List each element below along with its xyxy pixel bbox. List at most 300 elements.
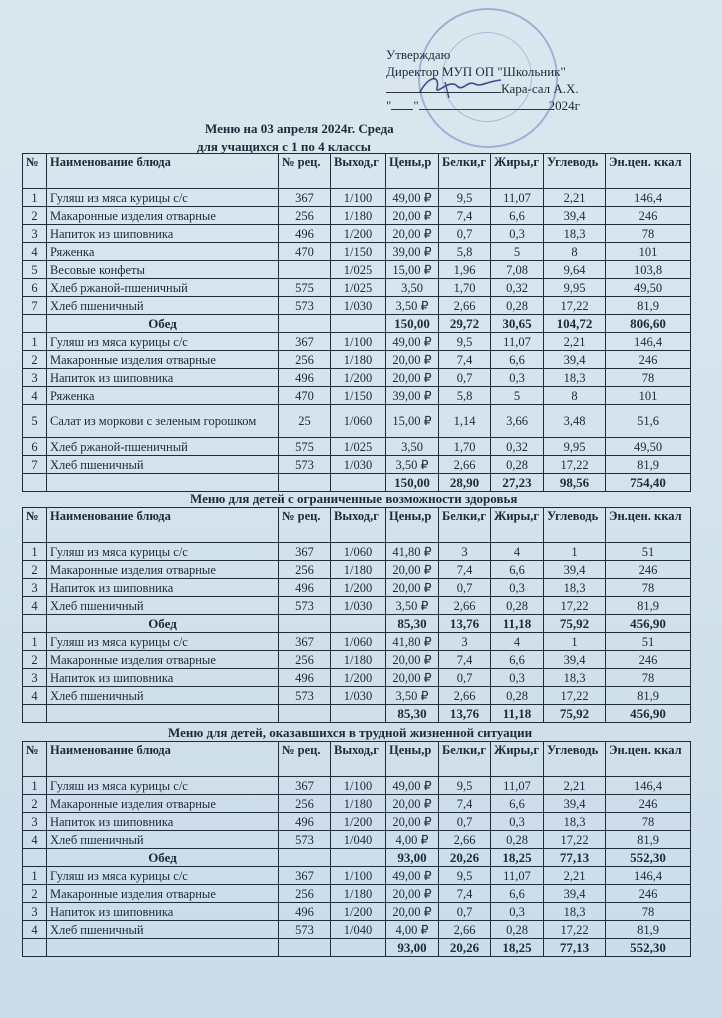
total-fat: 18,25 (491, 939, 544, 957)
portion-yield: 1/025 (331, 438, 386, 456)
carbs: 39,4 (544, 651, 606, 669)
protein: 3 (439, 543, 491, 561)
menu-item-row (23, 561, 691, 579)
carbs: 17,22 (544, 831, 606, 849)
total-fat: 30,65 (491, 315, 544, 333)
dish-name: Макаронные изделия отварные (47, 651, 279, 669)
dish-name: Хлеб пшеничный (47, 687, 279, 705)
dish-name: Хлеб пшеничный (47, 297, 279, 315)
carbs: 39,4 (544, 795, 606, 813)
price: 20,00 ₽ (386, 579, 439, 597)
total-blank (279, 615, 331, 633)
fat: 6,6 (491, 207, 544, 225)
menu-item-row (23, 687, 691, 705)
energy-kcal: 101 (606, 387, 691, 405)
row-number: 3 (23, 813, 47, 831)
row-number: 4 (23, 243, 47, 261)
carbs: 18,3 (544, 579, 606, 597)
column-header-carbs: Углеводь (544, 154, 606, 189)
portion-yield: 1/180 (331, 795, 386, 813)
price: 49,00 ₽ (386, 189, 439, 207)
recipe-number: 367 (279, 777, 331, 795)
total-blank (331, 474, 386, 492)
recipe-number: 496 (279, 579, 331, 597)
menu-table-grades-1-4 (22, 153, 691, 492)
menu-table-disabilities (22, 507, 691, 723)
row-number: 2 (23, 651, 47, 669)
energy-kcal: 51 (606, 543, 691, 561)
energy-kcal: 146,4 (606, 189, 691, 207)
total-blank (331, 849, 386, 867)
table-header-row (23, 508, 691, 543)
carbs: 17,22 (544, 456, 606, 474)
total-price: 85,30 (386, 615, 439, 633)
total-blank (279, 474, 331, 492)
menu-title (197, 120, 394, 156)
total-blank (279, 849, 331, 867)
dish-name: Хлеб ржаной-пшеничный (47, 438, 279, 456)
carbs: 1 (544, 543, 606, 561)
carbs: 39,4 (544, 351, 606, 369)
total-price: 85,30 (386, 705, 439, 723)
total-carbs: 98,56 (544, 474, 606, 492)
portion-yield: 1/030 (331, 297, 386, 315)
energy-kcal: 146,4 (606, 867, 691, 885)
row-number: 2 (23, 351, 47, 369)
protein: 7,4 (439, 351, 491, 369)
dish-name: Макаронные изделия отварные (47, 207, 279, 225)
dish-name: Напиток из шиповника (47, 579, 279, 597)
price: 3,50 ₽ (386, 597, 439, 615)
portion-yield: 1/180 (331, 885, 386, 903)
section-title-disabilities: Меню для детей с ограниченные возможности здоровья (190, 491, 518, 506)
price: 4,00 ₽ (386, 831, 439, 849)
price: 20,00 ₽ (386, 669, 439, 687)
protein: 9,5 (439, 333, 491, 351)
total-row (23, 849, 691, 867)
row-number: 1 (23, 867, 47, 885)
column-header-price: Цены,р (386, 742, 439, 777)
total-fat: 11,18 (491, 705, 544, 723)
total-fat: 27,23 (491, 474, 544, 492)
price: 49,00 ₽ (386, 333, 439, 351)
protein: 1,70 (439, 279, 491, 297)
dish-name: Ряженка (47, 243, 279, 261)
column-header-protein: Белки,г (439, 154, 491, 189)
row-number: 2 (23, 207, 47, 225)
meal-label: Обед (47, 315, 279, 333)
carbs: 3,48 (544, 405, 606, 438)
row-number: 2 (23, 885, 47, 903)
row-number: 3 (23, 579, 47, 597)
total-blank (331, 705, 386, 723)
day-line (391, 97, 413, 110)
fat: 0,28 (491, 831, 544, 849)
energy-kcal: 78 (606, 813, 691, 831)
fat: 0,28 (491, 687, 544, 705)
column-header-energy-kcal: Эн.цен. ккал (606, 742, 691, 777)
dish-name: Макаронные изделия отварные (47, 795, 279, 813)
carbs: 9,95 (544, 438, 606, 456)
price: 20,00 ₽ (386, 369, 439, 387)
fat: 0,32 (491, 438, 544, 456)
carbs: 18,3 (544, 903, 606, 921)
recipe-number: 367 (279, 189, 331, 207)
energy-kcal: 101 (606, 243, 691, 261)
total-blank (331, 315, 386, 333)
energy-kcal: 78 (606, 369, 691, 387)
menu-item-row (23, 831, 691, 849)
menu-item-row (23, 903, 691, 921)
total-blank (331, 939, 386, 957)
price: 3,50 (386, 279, 439, 297)
recipe-number: 573 (279, 456, 331, 474)
fat: 0,28 (491, 456, 544, 474)
total-label-blank (47, 705, 279, 723)
row-number: 7 (23, 297, 47, 315)
column-header-carbs: Углеводь (544, 508, 606, 543)
price: 49,00 ₽ (386, 867, 439, 885)
column-header-portion-yield: Выход,г (331, 154, 386, 189)
energy-kcal: 78 (606, 669, 691, 687)
dish-name: Гуляш из мяса курицы с/с (47, 543, 279, 561)
menu-item-row (23, 921, 691, 939)
price: 20,00 ₽ (386, 351, 439, 369)
fat: 0,28 (491, 597, 544, 615)
total-kcal: 456,90 (606, 705, 691, 723)
carbs: 39,4 (544, 207, 606, 225)
recipe-number: 573 (279, 921, 331, 939)
menu-item-row (23, 633, 691, 651)
total-row (23, 615, 691, 633)
total-label-blank (47, 939, 279, 957)
recipe-number: 573 (279, 831, 331, 849)
date-quote-open: " (386, 98, 392, 113)
column-header-recipe-number: № рец. (279, 154, 331, 189)
approval-year: 2024г (548, 98, 580, 113)
menu-item-row (23, 351, 691, 369)
menu-item-row (23, 456, 691, 474)
portion-yield: 1/180 (331, 561, 386, 579)
approval-name: Кара-сал А.Х. (501, 81, 579, 96)
total-protein: 13,76 (439, 705, 491, 723)
column-header-recipe-number: № рец. (279, 742, 331, 777)
section-title-hardship: Меню для детей, оказавшихся в трудной жизненной ситуации (168, 725, 533, 740)
total-blank (23, 939, 47, 957)
row-number: 3 (23, 369, 47, 387)
row-number: 1 (23, 543, 47, 561)
fat: 0,3 (491, 579, 544, 597)
menu-item-row (23, 669, 691, 687)
protein: 7,4 (439, 561, 491, 579)
carbs: 2,21 (544, 189, 606, 207)
total-row (23, 315, 691, 333)
recipe-number: 573 (279, 297, 331, 315)
total-row (23, 939, 691, 957)
carbs: 18,3 (544, 369, 606, 387)
price: 20,00 ₽ (386, 651, 439, 669)
row-number: 2 (23, 561, 47, 579)
total-kcal: 754,40 (606, 474, 691, 492)
portion-yield: 1/200 (331, 225, 386, 243)
carbs: 1 (544, 633, 606, 651)
total-carbs: 75,92 (544, 705, 606, 723)
total-price: 93,00 (386, 939, 439, 957)
energy-kcal: 49,50 (606, 279, 691, 297)
dish-name: Гуляш из мяса курицы с/с (47, 189, 279, 207)
recipe-number (279, 261, 331, 279)
row-number: 5 (23, 405, 47, 438)
fat: 0,3 (491, 225, 544, 243)
meal-label: Обед (47, 615, 279, 633)
total-carbs: 77,13 (544, 939, 606, 957)
column-header-recipe-number: № рец. (279, 508, 331, 543)
protein: 3 (439, 633, 491, 651)
column-header-portion-yield: Выход,г (331, 742, 386, 777)
menu-item-row (23, 369, 691, 387)
date-quote-close: " (413, 98, 419, 113)
portion-yield: 1/180 (331, 651, 386, 669)
protein: 2,66 (439, 687, 491, 705)
column-header-fat: Жиры,г (491, 154, 544, 189)
price: 20,00 ₽ (386, 207, 439, 225)
carbs: 17,22 (544, 597, 606, 615)
carbs: 17,22 (544, 687, 606, 705)
carbs: 39,4 (544, 561, 606, 579)
energy-kcal: 78 (606, 903, 691, 921)
total-protein: 20,26 (439, 849, 491, 867)
menu-item-row (23, 225, 691, 243)
carbs: 17,22 (544, 921, 606, 939)
row-number: 1 (23, 189, 47, 207)
approval-name-line (386, 80, 580, 97)
menu-item-row (23, 207, 691, 225)
portion-yield: 1/060 (331, 543, 386, 561)
menu-item-row (23, 579, 691, 597)
recipe-number: 470 (279, 387, 331, 405)
portion-yield: 1/200 (331, 369, 386, 387)
protein: 0,7 (439, 669, 491, 687)
dish-name: Хлеб пшеничный (47, 597, 279, 615)
total-protein: 20,26 (439, 939, 491, 957)
total-blank (23, 474, 47, 492)
menu-title-group: для учащихся с 1 по 4 классы (197, 139, 371, 154)
dish-name: Хлеб пшеничный (47, 921, 279, 939)
portion-yield: 1/150 (331, 387, 386, 405)
fat: 11,07 (491, 867, 544, 885)
dish-name: Макаронные изделия отварные (47, 561, 279, 579)
dish-name: Гуляш из мяса курицы с/с (47, 867, 279, 885)
protein: 7,4 (439, 207, 491, 225)
row-number: 1 (23, 333, 47, 351)
row-number: 6 (23, 438, 47, 456)
carbs: 18,3 (544, 813, 606, 831)
energy-kcal: 146,4 (606, 333, 691, 351)
dish-name: Хлеб пшеничный (47, 456, 279, 474)
energy-kcal: 51,6 (606, 405, 691, 438)
row-number: 4 (23, 387, 47, 405)
approval-block (386, 46, 580, 114)
fat: 0,3 (491, 903, 544, 921)
total-row (23, 705, 691, 723)
price: 3,50 ₽ (386, 687, 439, 705)
meal-label: Обед (47, 849, 279, 867)
energy-kcal: 246 (606, 651, 691, 669)
fat: 0,32 (491, 279, 544, 297)
dish-name: Напиток из шиповника (47, 903, 279, 921)
portion-yield: 1/030 (331, 456, 386, 474)
fat: 6,6 (491, 651, 544, 669)
protein: 0,7 (439, 579, 491, 597)
recipe-number: 496 (279, 369, 331, 387)
protein: 1,96 (439, 261, 491, 279)
column-header-row-number: № (23, 508, 47, 543)
total-blank (23, 705, 47, 723)
protein: 0,7 (439, 225, 491, 243)
fat: 11,07 (491, 333, 544, 351)
recipe-number: 470 (279, 243, 331, 261)
price: 3,50 ₽ (386, 456, 439, 474)
energy-kcal: 81,9 (606, 597, 691, 615)
approval-director: Директор МУП ОП "Школьник" (386, 64, 566, 79)
row-number: 1 (23, 777, 47, 795)
recipe-number: 256 (279, 795, 331, 813)
dish-name: Напиток из шиповника (47, 669, 279, 687)
menu-item-row (23, 333, 691, 351)
dish-name: Напиток из шиповника (47, 369, 279, 387)
energy-kcal: 81,9 (606, 921, 691, 939)
total-price: 93,00 (386, 849, 439, 867)
fat: 4 (491, 633, 544, 651)
protein: 7,4 (439, 795, 491, 813)
protein: 2,66 (439, 831, 491, 849)
total-kcal: 456,90 (606, 615, 691, 633)
dish-name: Гуляш из мяса курицы с/с (47, 333, 279, 351)
recipe-number: 256 (279, 885, 331, 903)
carbs: 8 (544, 387, 606, 405)
row-number: 4 (23, 831, 47, 849)
protein: 1,14 (439, 405, 491, 438)
carbs: 39,4 (544, 885, 606, 903)
energy-kcal: 246 (606, 351, 691, 369)
total-protein: 29,72 (439, 315, 491, 333)
dish-name: Гуляш из мяса курицы с/с (47, 633, 279, 651)
menu-item-row (23, 261, 691, 279)
dish-name: Гуляш из мяса курицы с/с (47, 777, 279, 795)
portion-yield: 1/150 (331, 243, 386, 261)
total-kcal: 552,30 (606, 849, 691, 867)
carbs: 9,95 (544, 279, 606, 297)
row-number: 4 (23, 921, 47, 939)
menu-item-row (23, 189, 691, 207)
row-number: 3 (23, 225, 47, 243)
protein: 2,66 (439, 921, 491, 939)
recipe-number: 367 (279, 867, 331, 885)
total-carbs: 104,72 (544, 315, 606, 333)
protein: 0,7 (439, 813, 491, 831)
total-fat: 18,25 (491, 849, 544, 867)
row-number: 5 (23, 261, 47, 279)
fat: 11,07 (491, 189, 544, 207)
dish-name: Салат из моркови с зеленым горошком (47, 405, 279, 438)
recipe-number: 256 (279, 207, 331, 225)
price: 20,00 ₽ (386, 795, 439, 813)
total-price: 150,00 (386, 474, 439, 492)
column-header-carbs: Углеводь (544, 742, 606, 777)
carbs: 2,21 (544, 333, 606, 351)
total-carbs: 77,13 (544, 849, 606, 867)
total-kcal: 552,30 (606, 939, 691, 957)
recipe-number: 367 (279, 633, 331, 651)
energy-kcal: 246 (606, 885, 691, 903)
recipe-number: 256 (279, 651, 331, 669)
dish-name: Весовые конфеты (47, 261, 279, 279)
energy-kcal: 78 (606, 225, 691, 243)
total-blank (331, 615, 386, 633)
menu-item-row (23, 777, 691, 795)
fat: 7,08 (491, 261, 544, 279)
recipe-number: 367 (279, 333, 331, 351)
column-header-fat: Жиры,г (491, 742, 544, 777)
total-blank (23, 315, 47, 333)
protein: 7,4 (439, 885, 491, 903)
price: 20,00 ₽ (386, 903, 439, 921)
price: 20,00 ₽ (386, 561, 439, 579)
column-header-dish-name: Наименование блюда (47, 508, 279, 543)
price: 4,00 ₽ (386, 921, 439, 939)
row-number: 3 (23, 903, 47, 921)
table-header-row (23, 154, 691, 189)
column-header-portion-yield: Выход,г (331, 508, 386, 543)
menu-table-hardship (22, 741, 691, 957)
carbs: 8 (544, 243, 606, 261)
fat: 6,6 (491, 795, 544, 813)
portion-yield: 1/100 (331, 333, 386, 351)
energy-kcal: 51 (606, 633, 691, 651)
dish-name: Напиток из шиповника (47, 225, 279, 243)
protein: 9,5 (439, 777, 491, 795)
row-number: 7 (23, 456, 47, 474)
energy-kcal: 78 (606, 579, 691, 597)
carbs: 17,22 (544, 297, 606, 315)
energy-kcal: 246 (606, 795, 691, 813)
column-header-row-number: № (23, 154, 47, 189)
protein: 1,70 (439, 438, 491, 456)
row-number: 4 (23, 687, 47, 705)
price: 49,00 ₽ (386, 777, 439, 795)
protein: 0,7 (439, 369, 491, 387)
total-carbs: 75,92 (544, 615, 606, 633)
dish-name: Макаронные изделия отварные (47, 351, 279, 369)
energy-kcal: 246 (606, 561, 691, 579)
menu-item-row (23, 405, 691, 438)
recipe-number: 496 (279, 813, 331, 831)
column-header-protein: Белки,г (439, 742, 491, 777)
column-header-dish-name: Наименование блюда (47, 154, 279, 189)
total-label-blank (47, 474, 279, 492)
dish-name: Ряженка (47, 387, 279, 405)
price: 39,00 ₽ (386, 243, 439, 261)
dish-name: Хлеб пшеничный (47, 831, 279, 849)
recipe-number: 256 (279, 351, 331, 369)
portion-yield: 1/180 (331, 351, 386, 369)
fat: 4 (491, 543, 544, 561)
fat: 0,3 (491, 813, 544, 831)
menu-item-row (23, 651, 691, 669)
portion-yield: 1/200 (331, 669, 386, 687)
fat: 0,3 (491, 369, 544, 387)
protein: 2,66 (439, 297, 491, 315)
